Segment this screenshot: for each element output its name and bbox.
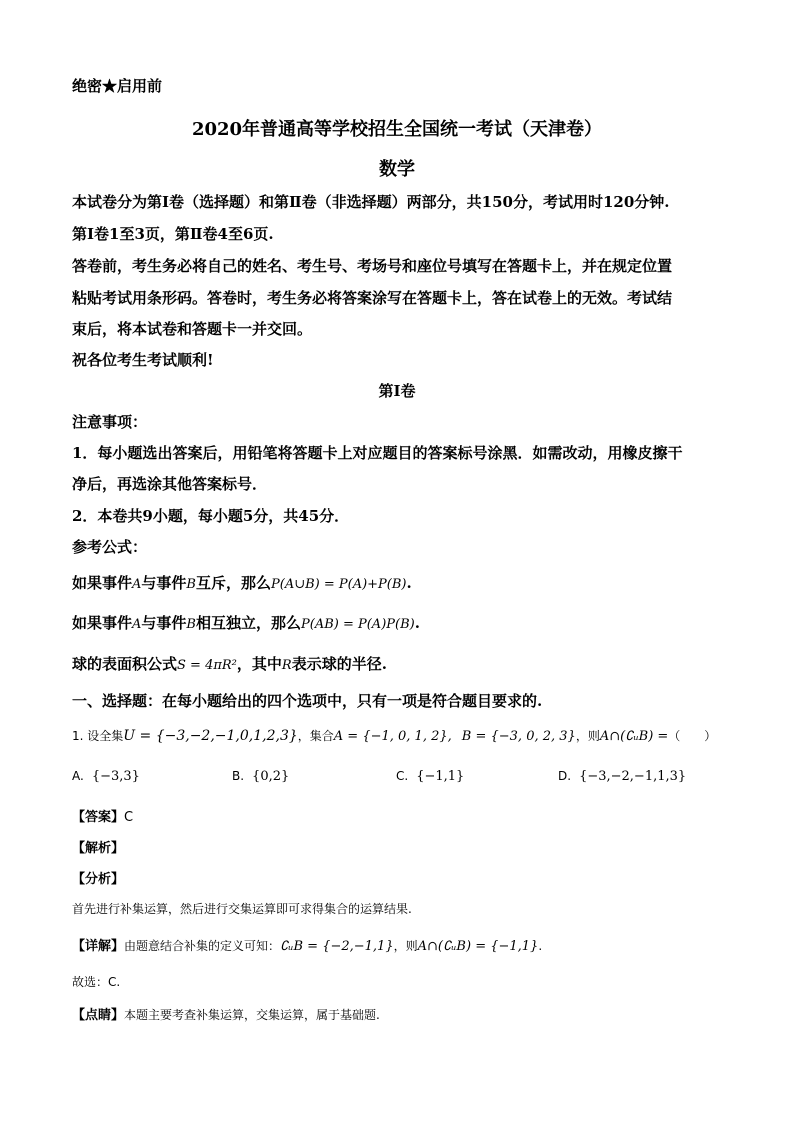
notice-1a: 1．每小题选出答案后，用铅笔将答题卡上对应题目的答案标号涂黑．如需改动，用橡皮擦干	[72, 444, 683, 462]
formula-text: .	[406, 574, 412, 592]
exam-title: 2020年普通高等学校招生全国统一考试（天津卷）	[191, 119, 603, 140]
notice-label: 注意事项：	[72, 413, 148, 431]
question-text: 1. 设全集	[72, 729, 124, 743]
math-expression: A = {−1, 0, 1, 2},	[333, 729, 452, 744]
formula-text: ，其中	[236, 655, 282, 673]
math-var: B	[186, 577, 196, 592]
fenxi-tag: 【分析】	[72, 872, 125, 887]
intro-line-1: 本试卷分为第Ⅰ卷（选择题）和第Ⅱ卷（非选择题）两部分，共150分，考试用时120分钟.	[72, 193, 670, 211]
formula-text: 与事件	[141, 614, 187, 632]
fenxi-text: 首先进行补集运算，然后进行交集运算即可求得集合的运算结果.	[72, 902, 412, 916]
notice-1b: 净后，再选涂其他答案标号．	[72, 475, 268, 493]
math-expression: S = 4πR²	[177, 658, 237, 673]
formula-text: 表示球的半径.	[291, 655, 387, 673]
math-var: A	[132, 577, 142, 592]
answer-tag: 【答案】	[72, 810, 125, 825]
formula-sphere-area	[72, 653, 387, 674]
intro-line-6: 祝各位考生考试顺利!	[72, 351, 214, 369]
notice-2: 2．本卷共9小题，每小题5分，共45分．	[72, 507, 350, 525]
math-expression: A∩(∁ᵤB) = {−1,1}	[417, 939, 539, 954]
question-text: ，则	[575, 729, 600, 743]
intro-line-4: 粘贴考试用条形码。答卷时，考生务必将答案涂写在答题卡上，答在试卷上的无效。考试结	[72, 289, 673, 307]
formula-independent	[72, 612, 420, 633]
option-a	[72, 769, 140, 784]
option-value: {0,2}	[252, 769, 290, 784]
math-var: A	[132, 617, 142, 632]
math-var: R	[281, 658, 292, 673]
answer-blank: （ ）	[668, 729, 717, 743]
detail-tag: 【详解】	[72, 939, 125, 954]
answer-value: C	[124, 810, 134, 825]
formula-text: 互斥，那么	[195, 574, 271, 592]
formulas-label: 参考公式：	[72, 538, 148, 556]
formula-text: 与事件	[141, 574, 187, 592]
comment-text: 本题主要考查补集运算，交集运算，属于基础题.	[124, 1008, 380, 1022]
math-expression: P(AB) = P(A)P(B)	[301, 617, 415, 632]
intro-line-5: 束后，将本试卷和答题卡一并交回。	[72, 320, 313, 338]
part-one-heading: 一、选择题：在每小题给出的四个选项中，只有一项是符合题目要求的.	[72, 692, 543, 710]
math-expression: B = {−3, 0, 2, 3}	[461, 729, 576, 744]
intro-line-3: 答卷前，考生务必将自己的姓名、考生号、考场号和座位号填写在答题卡上，并在规定位置	[72, 257, 673, 275]
math-expression: ∁ᵤB = {−2,−1,1}	[280, 939, 394, 954]
option-value: {−3,3}	[91, 769, 140, 784]
question-1-stem	[72, 727, 716, 744]
option-value: {−3,−2,−1,1,3}	[579, 769, 687, 784]
option-label: B.	[232, 769, 245, 783]
math-expression: P(A∪B) = P(A)+P(B)	[271, 577, 407, 592]
formula-mutually-exclusive	[72, 572, 412, 593]
comment-tag: 【点睛】	[72, 1008, 125, 1023]
detail-text: 由题意结合补集的定义可知：	[124, 939, 281, 953]
formula-text: 如果事件	[72, 574, 133, 592]
formula-text: .	[414, 614, 420, 632]
formula-text: 如果事件	[72, 614, 133, 632]
math-expression: A∩(∁ᵤB) =	[599, 729, 669, 744]
comment-line	[72, 1004, 380, 1023]
formula-text: 球的表面积公式	[72, 655, 178, 673]
detail-end: .	[538, 939, 543, 953]
option-label: A.	[72, 769, 84, 783]
question-text: ，集合	[297, 729, 334, 743]
option-label: D.	[558, 769, 572, 783]
option-label: C.	[396, 769, 409, 783]
confidential-label: 绝密★启用前	[72, 77, 163, 95]
detail-line	[72, 935, 542, 954]
detail-text: ，则	[393, 939, 418, 953]
analysis-tag: 【解析】	[72, 841, 125, 856]
answer-line	[72, 806, 133, 825]
subject-title: 数学	[379, 159, 415, 180]
choice-text: 故选：C.	[72, 975, 121, 989]
section-title: 第Ⅰ卷	[378, 382, 416, 400]
option-value: {−1,1}	[416, 769, 465, 784]
formula-text: 相互独立，那么	[195, 614, 301, 632]
option-c	[396, 769, 464, 784]
math-var: B	[186, 617, 196, 632]
math-expression: U = {−3,−2,−1,0,1,2,3}	[123, 728, 298, 744]
option-b	[232, 769, 289, 784]
option-d	[558, 769, 686, 784]
intro-line-2: 第Ⅰ卷1至3页，第Ⅱ卷4至6页.	[72, 225, 274, 243]
